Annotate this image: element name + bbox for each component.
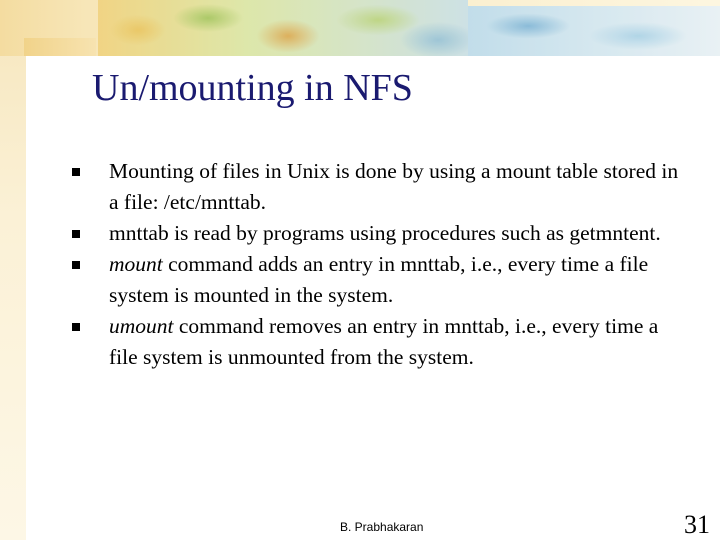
bullet-item xyxy=(72,156,692,218)
bullet-item xyxy=(72,218,692,249)
bullet-lead: mount xyxy=(109,252,163,276)
bullet-square-icon xyxy=(72,323,80,331)
bullet-text: Mounting of files in Unix is done by using a mount table stored in a file: /etc/mnttab. xyxy=(109,159,679,214)
page-number: 31 xyxy=(684,510,710,539)
bullet-text: command removes an entry in mnttab, i.e., every time a file system is unmounted from the system. xyxy=(109,314,659,369)
slide-title: Un/mounting in NFS xyxy=(92,67,413,109)
bullet-item xyxy=(72,311,692,373)
small-decor-strip xyxy=(24,38,96,56)
left-decor-band xyxy=(0,0,26,540)
bullet-item xyxy=(72,249,692,311)
bullet-text: command adds an entry in mnttab, i.e., every time a file system is mounted in the system. xyxy=(109,252,649,307)
leaf-banner-image xyxy=(98,0,468,56)
bullet-lead: umount xyxy=(109,314,174,338)
bullet-square-icon xyxy=(72,261,80,269)
footer-author: B. Prabhakaran xyxy=(340,520,424,534)
bullet-text: mnttab is read by programs using procedures such as getmntent. xyxy=(109,221,661,245)
bullet-square-icon xyxy=(72,230,80,238)
bullet-square-icon xyxy=(72,168,80,176)
blue-banner-image xyxy=(468,6,720,56)
top-decor-band xyxy=(0,0,720,56)
bullet-list xyxy=(72,156,692,373)
